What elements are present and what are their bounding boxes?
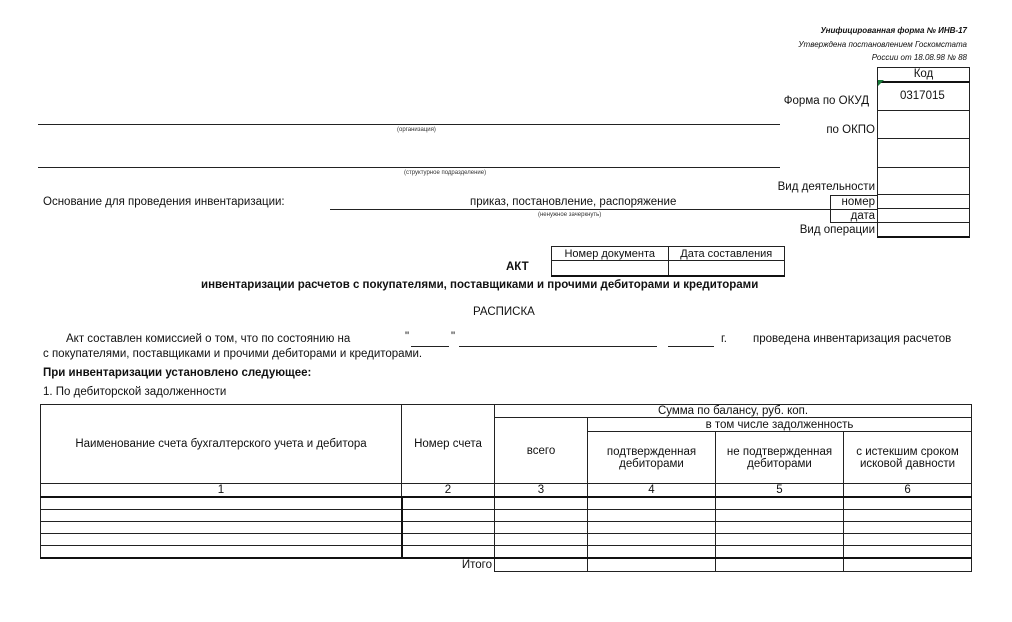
activity-cell bbox=[877, 168, 970, 195]
okud-label: Форма по ОКУД bbox=[783, 95, 869, 107]
col-number-4: 4 bbox=[588, 484, 716, 498]
table-row bbox=[41, 534, 972, 546]
receipt-title: РАСПИСКА bbox=[473, 306, 535, 318]
doc-date-value bbox=[668, 261, 785, 277]
table-row bbox=[41, 510, 972, 522]
total-label: Итого bbox=[461, 559, 492, 571]
number-cell bbox=[877, 195, 970, 209]
established-heading: При инвентаризации установлено следующее: bbox=[43, 367, 312, 379]
doc-date-header: Дата составления bbox=[668, 247, 785, 261]
col-confirmed-header: подтвержденная дебиторами bbox=[588, 432, 716, 484]
month-line bbox=[459, 346, 657, 347]
col-not-confirmed-header: не подтвержденная дебиторами bbox=[716, 432, 844, 484]
basis-caption: (ненужное зачеркнуть) bbox=[538, 212, 602, 218]
number-date-divider bbox=[830, 209, 877, 210]
date-cell bbox=[877, 209, 970, 223]
doc-number-value bbox=[552, 261, 669, 277]
act-subtitle: инвентаризации расчетов с покупателями, поставщиками и прочими дебиторами и кредиторами bbox=[201, 279, 759, 291]
number-label: номер bbox=[841, 196, 875, 208]
okud-value: 0317015 bbox=[900, 90, 945, 102]
okpo-cell-2 bbox=[877, 139, 970, 168]
col-name-header: Наименование счета бухгалтерского учета и дебитора bbox=[41, 405, 402, 484]
year-suffix: г. bbox=[721, 333, 727, 345]
approved-line-1: Утверждена постановлением Госкомстата bbox=[798, 40, 967, 49]
col-number-1: 1 bbox=[41, 484, 402, 498]
total-row bbox=[41, 558, 972, 571]
activity-label: Вид деятельности bbox=[777, 181, 875, 193]
date-label: дата bbox=[850, 210, 875, 222]
act-body-line1-start: Акт составлен комиссией о том, что по состоянию на bbox=[66, 333, 351, 345]
col-number-2: 2 bbox=[402, 484, 495, 498]
basis-value: приказ, постановление, распоряжение bbox=[470, 196, 677, 208]
okpo-label: по ОКПО bbox=[826, 124, 875, 136]
document-number-table bbox=[551, 246, 785, 277]
quote-open: " bbox=[405, 331, 410, 343]
year-line bbox=[668, 346, 714, 347]
section-1-heading: 1. По дебиторской задолженности bbox=[43, 386, 227, 398]
kod-header: Код bbox=[877, 67, 970, 82]
col-total-header: всего bbox=[495, 418, 588, 484]
approved-line-2: России от 18.08.98 № 88 bbox=[871, 53, 967, 62]
organization-caption: (организация) bbox=[397, 127, 436, 133]
basis-label: Основание для проведения инвентаризации: bbox=[43, 196, 285, 208]
organization-line bbox=[38, 124, 780, 125]
operation-label: Вид операции bbox=[799, 224, 875, 236]
doc-number-header: Номер документа bbox=[552, 247, 669, 261]
col-number-3: 3 bbox=[495, 484, 588, 498]
okud-cell bbox=[877, 81, 970, 111]
subdivision-caption: (структурное подразделение) bbox=[404, 170, 487, 176]
subdivision-line bbox=[38, 167, 780, 168]
balance-sum-header: Сумма по балансу, руб. коп. bbox=[495, 405, 972, 418]
day-line bbox=[411, 346, 449, 347]
including-header: в том числе задолженность bbox=[588, 418, 972, 432]
quote-close: " bbox=[451, 331, 456, 343]
receivables-table bbox=[40, 404, 972, 572]
act-title: АКТ bbox=[506, 261, 529, 273]
operation-cell bbox=[877, 223, 970, 238]
cell-comment-marker bbox=[878, 80, 884, 86]
act-body-line2: с покупателями, поставщиками и прочими дебиторами и кредиторами. bbox=[43, 348, 423, 360]
table-row bbox=[41, 522, 972, 534]
col-number-5: 5 bbox=[716, 484, 844, 498]
table-row bbox=[41, 546, 972, 559]
col-expired-header: с истекшим сроком исковой давности bbox=[844, 432, 972, 484]
form-title: Унифицированная форма № ИНВ-17 bbox=[820, 26, 967, 35]
okpo-cell bbox=[877, 111, 970, 139]
col-account-header: Номер счета bbox=[402, 405, 495, 484]
basis-line bbox=[330, 209, 830, 210]
act-body-line1-end: проведена инвентаризация расчетов bbox=[753, 333, 952, 345]
col-number-6: 6 bbox=[844, 484, 972, 498]
table-row bbox=[41, 497, 972, 510]
